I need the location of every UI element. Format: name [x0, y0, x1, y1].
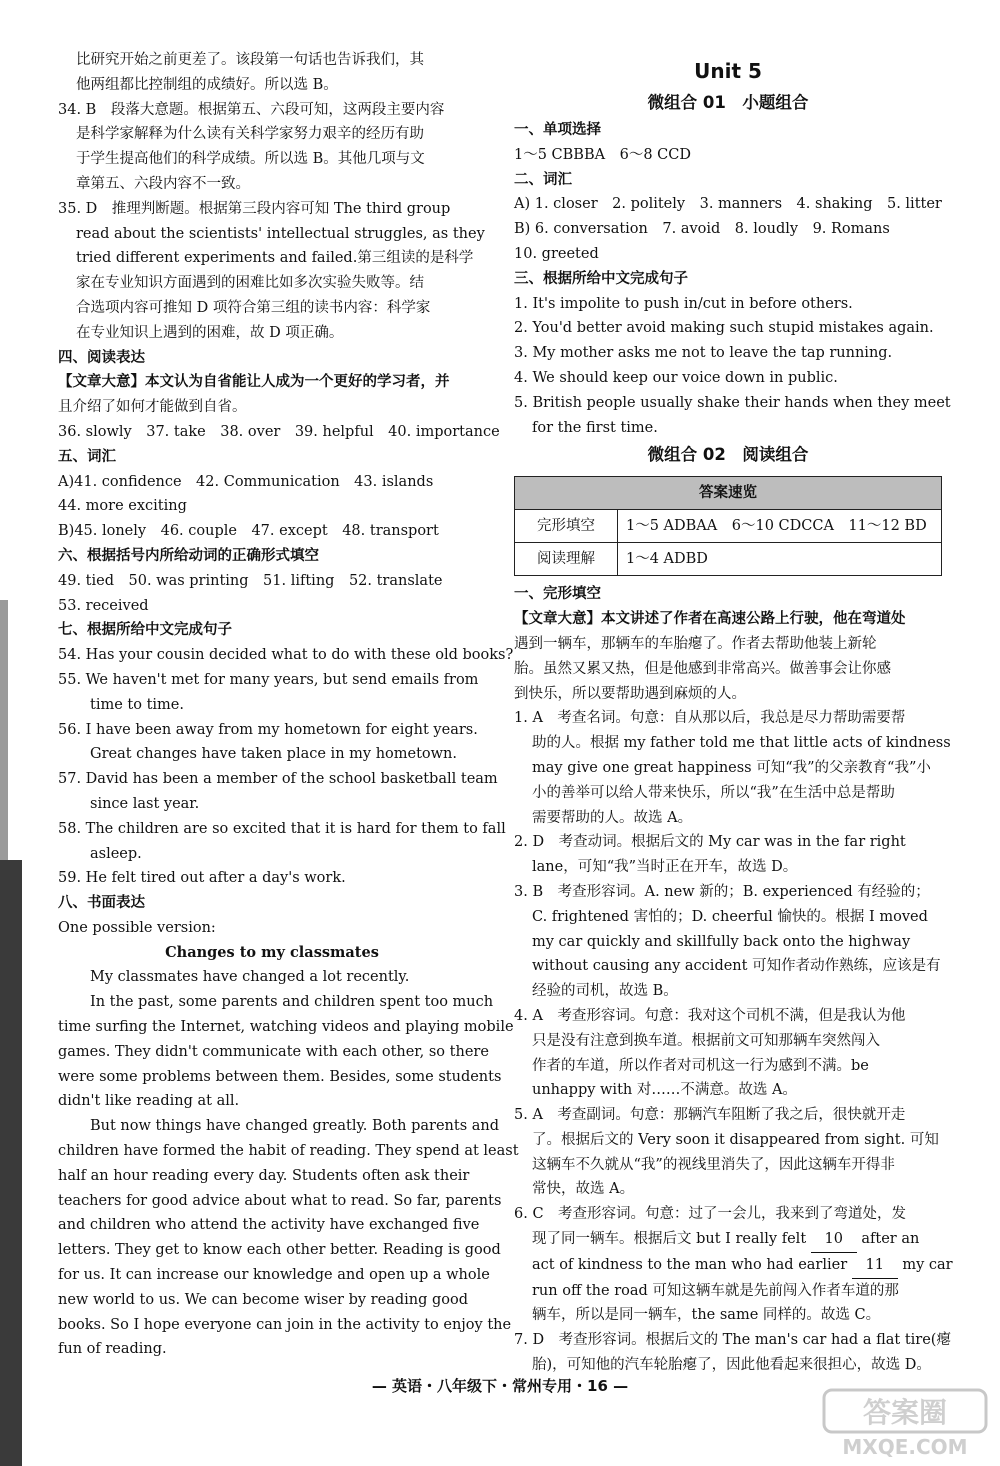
section-heading: 八、书面表达: [58, 895, 145, 912]
text-line: didn't like reading at all.: [58, 1093, 240, 1110]
text-line: 10. greeted: [514, 245, 599, 262]
text-fragment: my car: [897, 1256, 953, 1273]
text-line: B)45. lonely 46. couple 47. except 48. transport: [58, 523, 439, 540]
text-line: In the past, some parents and children spent too much: [90, 994, 494, 1011]
text-line: 55. We haven't met for many years, but send emails from: [58, 671, 479, 688]
text-line: 5. British people usually shake their hands when they meet: [514, 394, 951, 411]
text-line: 于学生提高他们的科学成绩。所以选 B。其他几项与文: [76, 151, 425, 168]
text-line: and children who attend the activity have exchanged five: [58, 1217, 480, 1234]
text-line: 且介绍了如何才能做到自省。: [58, 399, 247, 416]
cloze-explanations: [514, 582, 951, 1227]
text-line: 7. D 考查形容词。根据后文的 The man's car had a flat tire(瘪: [514, 1332, 951, 1349]
text-line: My classmates have changed a lot recently.: [90, 969, 410, 986]
text-line: One possible version:: [58, 919, 216, 936]
text-line: 胎)，可知他的汽车轮胎瘪了，因此他看起来很担心，故选 D。: [532, 1357, 931, 1374]
text-line: 54. Has your cousin decided what to do with these old books?: [58, 647, 514, 664]
text-fragment: after an: [856, 1231, 920, 1248]
text-fragment: 现了同一辆车。根据后文 but I really felt: [532, 1231, 811, 1248]
table-cell-section: 阅读理解: [515, 543, 618, 576]
text-line: were some problems between them. Besides, some students: [58, 1068, 502, 1085]
text-line: [514, 1253, 953, 1279]
text-line: unhappy with 对……不满意。故选 A。: [532, 1082, 797, 1099]
text-line: 3. My mother asks me not to leave the tap running.: [514, 345, 893, 362]
text-line: 常快，故选 A。: [532, 1181, 635, 1198]
text-line: But now things have changed greatly. Both parents and: [90, 1118, 500, 1135]
watermark-text: 答案圈: [862, 1396, 948, 1429]
text-line: 他两组都比控制组的成绩好。所以选 B。: [76, 76, 338, 93]
text-line: 在专业知识上遇到的困难，故 D 项正确。: [76, 324, 344, 341]
text-line: 56. I have been away from my hometown for eight years.: [58, 721, 478, 738]
text-line: 36. slowly 37. take 38. over 39. helpful 40. importance: [58, 423, 500, 440]
text-line: lane，可知“我”当时正在开车，故选 D。: [532, 859, 798, 876]
section-heading: 一、单项选择: [514, 122, 601, 138]
text-line: may give one great happiness 可知“我”的父亲教育“我”小: [532, 759, 931, 776]
blank-10: 10: [811, 1227, 857, 1253]
text-fragment: act of kindness to the man who had earlier: [532, 1256, 852, 1273]
section-heading: 四、阅读表达: [58, 349, 145, 366]
text-line: 经验的司机，故选 B。: [532, 983, 678, 1000]
text-line: 4. A 考查形容词。句意：我对这个司机不满，但是我认为他: [514, 1007, 906, 1024]
text-line: 比研究开始之前更差了。该段第一句话也告诉我们，其: [76, 52, 424, 68]
text-line: 53. received: [58, 597, 149, 614]
unit-title: Unit 5: [694, 59, 762, 83]
text-line: 遇到一辆车，那辆车的车胎瘪了。作者去帮助他装上新轮: [514, 635, 877, 652]
scan-edge-shadow: [0, 600, 8, 860]
text-line: A) 1. closer 2. politely 3. manners 4. shaking 5. litter: [514, 196, 942, 213]
text-line: Changes to my classmates: [165, 943, 379, 961]
text-line: 助的人。根据 my father told me that little acts of kindness: [532, 735, 951, 752]
text-line: 小的善举可以给人带来快乐，所以“我”在生活中总是帮助: [532, 784, 895, 801]
text-line: for the first time.: [532, 419, 658, 436]
text-line: 辆车，所以是同一辆车，the same 同样的。故选 C。: [532, 1307, 881, 1324]
text-line: my car quickly and skillfully back onto the highway: [532, 933, 911, 950]
answer-overview-table: [514, 476, 942, 576]
section-heading: 三、根据所给中文完成句子: [514, 270, 688, 287]
text-line: 合选项内容可推知 D 项符合第三组的读书内容：科学家: [76, 299, 431, 316]
text-line: 49. tied 50. was printing 51. lifting 52. translate: [58, 572, 443, 589]
watermark-url: MXQE.COM: [842, 1435, 968, 1459]
combo-01-answers: [514, 118, 951, 440]
text-line: A)41. confidence 42. Communication 43. islands: [58, 473, 434, 490]
page-footer: — 英语・八年级下・常州专用・16 —: [371, 1377, 629, 1395]
section-heading: 五、词汇: [58, 448, 116, 465]
text-line: teachers for good advice about what to read. So far, parents: [58, 1192, 502, 1209]
text-line: 只是没有注意到换车道。根据前文可知那辆车突然闯入: [532, 1032, 880, 1049]
text-line: 3. B 考查形容词。A. new 新的；B. experienced 有经验的；: [514, 883, 930, 900]
table-cell-section: 完形填空: [515, 510, 618, 543]
text-line: 57. David has been a member of the school basketball team: [58, 771, 498, 788]
answer-table-header: 答案速览: [515, 477, 942, 510]
right-column: [514, 48, 953, 1378]
text-line: 34. B 段落大意题。根据第五、六段可知，这两段主要内容: [58, 101, 445, 118]
table-cell-answers: 1～4 ADBD: [618, 543, 942, 576]
text-line: 4. We should keep our voice down in public.: [514, 369, 838, 386]
section-heading: 六、根据括号内所给动词的正确形式填空: [58, 547, 319, 564]
text-line: fun of reading.: [58, 1341, 167, 1358]
text-line: 35. D 推理判断题。根据第三段内容可知 The third group: [58, 200, 451, 217]
text-line: without causing any accident 可知作者动作熟练，应该是有: [532, 958, 941, 975]
text-line: time surfing the Internet, watching videos and playing mobile: [58, 1019, 514, 1036]
text-line: C. frightened 害怕的；D. cheerful 愉快的。根据 I moved: [532, 908, 928, 925]
text-line: 2. D 考查动词。根据后文的 My car was in the far right: [514, 834, 906, 851]
text-line: half an hour reading every day. Students often ask their: [58, 1167, 470, 1184]
text-line: 家在专业知识方面遇到的困难比如多次实验失败等。结: [76, 275, 424, 292]
text-line: for us. It can increase our knowledge and open up a whole: [58, 1267, 490, 1284]
text-line: since last year.: [90, 795, 200, 812]
text-line: children have formed the habit of reading. They spend at least: [58, 1143, 519, 1160]
cloze-explanations-cont: [514, 1279, 951, 1378]
text-line: 作者的车道，所以作者对司机这一行为感到不满。be: [532, 1057, 869, 1074]
section-heading: 一、完形填空: [514, 586, 601, 603]
text-line: 【文章大意】本文认为自省能让人成为一个更好的学习者，并: [58, 373, 450, 391]
text-line: 59. He felt tired out after a day's work.: [58, 870, 346, 887]
text-line: games. They didn't communicate with each other, so there: [58, 1043, 489, 1060]
combo-01-title: 微组合 01 小题组合: [647, 93, 809, 112]
text-line: B) 6. conversation 7. avoid 8. loudly 9. Romans: [514, 221, 890, 238]
text-line: 58. The children are so excited that it is hard for them to fall: [58, 820, 506, 837]
combo-02-title: 微组合 02 阅读组合: [647, 445, 809, 465]
text-line: 需要帮助的人。故选 A。: [532, 809, 693, 826]
text-line: [514, 1227, 942, 1253]
section-heading: 七、根据所给中文完成句子: [58, 622, 232, 639]
text-line: 是科学家解释为什么读有关科学家努力艰辛的经历有助: [76, 126, 424, 143]
blank-11: 11: [852, 1253, 898, 1279]
text-line: tried different experiments and failed.第三组读的是科学: [76, 250, 474, 267]
left-column: [58, 48, 519, 1362]
text-line: new world to us. We can become wiser by reading good: [58, 1291, 469, 1308]
text-line: 1. It's impolite to push in/cut in before others.: [514, 295, 853, 312]
text-line: 了。根据后文的 Very soon it disappeared from sight. 可知: [532, 1131, 939, 1148]
text-line: books. So I hope everyone can join in the activity to enjoy the: [58, 1316, 512, 1333]
text-line: 1. A 考查名词。句意：自从那以后，我总是尽力帮助需要帮: [514, 710, 906, 727]
text-line: 6. C 考查形容词。句意：过了一会儿，我来到了弯道处，发: [514, 1206, 907, 1223]
text-line: 44. more exciting: [58, 498, 187, 515]
text-line: run off the road 可知这辆车就是先前闯入作者车道的那: [532, 1282, 899, 1299]
table-row: [515, 543, 942, 576]
text-line: letters. They get to know each other better. Reading is good: [58, 1242, 501, 1259]
text-line: asleep.: [90, 845, 142, 862]
text-line: 2. You'd better avoid making such stupid mistakes again.: [514, 320, 934, 337]
text-line: 到快乐，所以要帮助遇到麻烦的人。: [514, 685, 746, 702]
text-line: 1～5 CBBBA 6～8 CCD: [514, 146, 691, 163]
watermark-logo: [822, 1388, 988, 1460]
text-line: Great changes have taken place in my hometown.: [90, 746, 458, 763]
text-line: 胎。虽然又累又热，但是他感到非常高兴。做善事会让你感: [514, 660, 891, 677]
text-line: 章第五、六段内容不一致。: [76, 175, 250, 192]
text-line: read about the scientists' intellectual struggles, as they: [76, 225, 485, 242]
text-line: time to time.: [90, 696, 184, 713]
section-heading: 二、词汇: [514, 171, 572, 188]
text-line: 5. A 考查副词。句意：那辆汽车阻断了我之后，很快就开走: [514, 1107, 906, 1124]
table-cell-answers: 1～5 ADBAA 6～10 CDCCA 11～12 BD: [618, 510, 942, 543]
text-line: 【文章大意】本文讲述了作者在高速公路上行驶，他在弯道处: [514, 610, 906, 628]
table-row: [515, 510, 942, 543]
text-line: 这辆车不久就从“我”的视线里消失了，因此这辆车开得非: [532, 1156, 895, 1173]
